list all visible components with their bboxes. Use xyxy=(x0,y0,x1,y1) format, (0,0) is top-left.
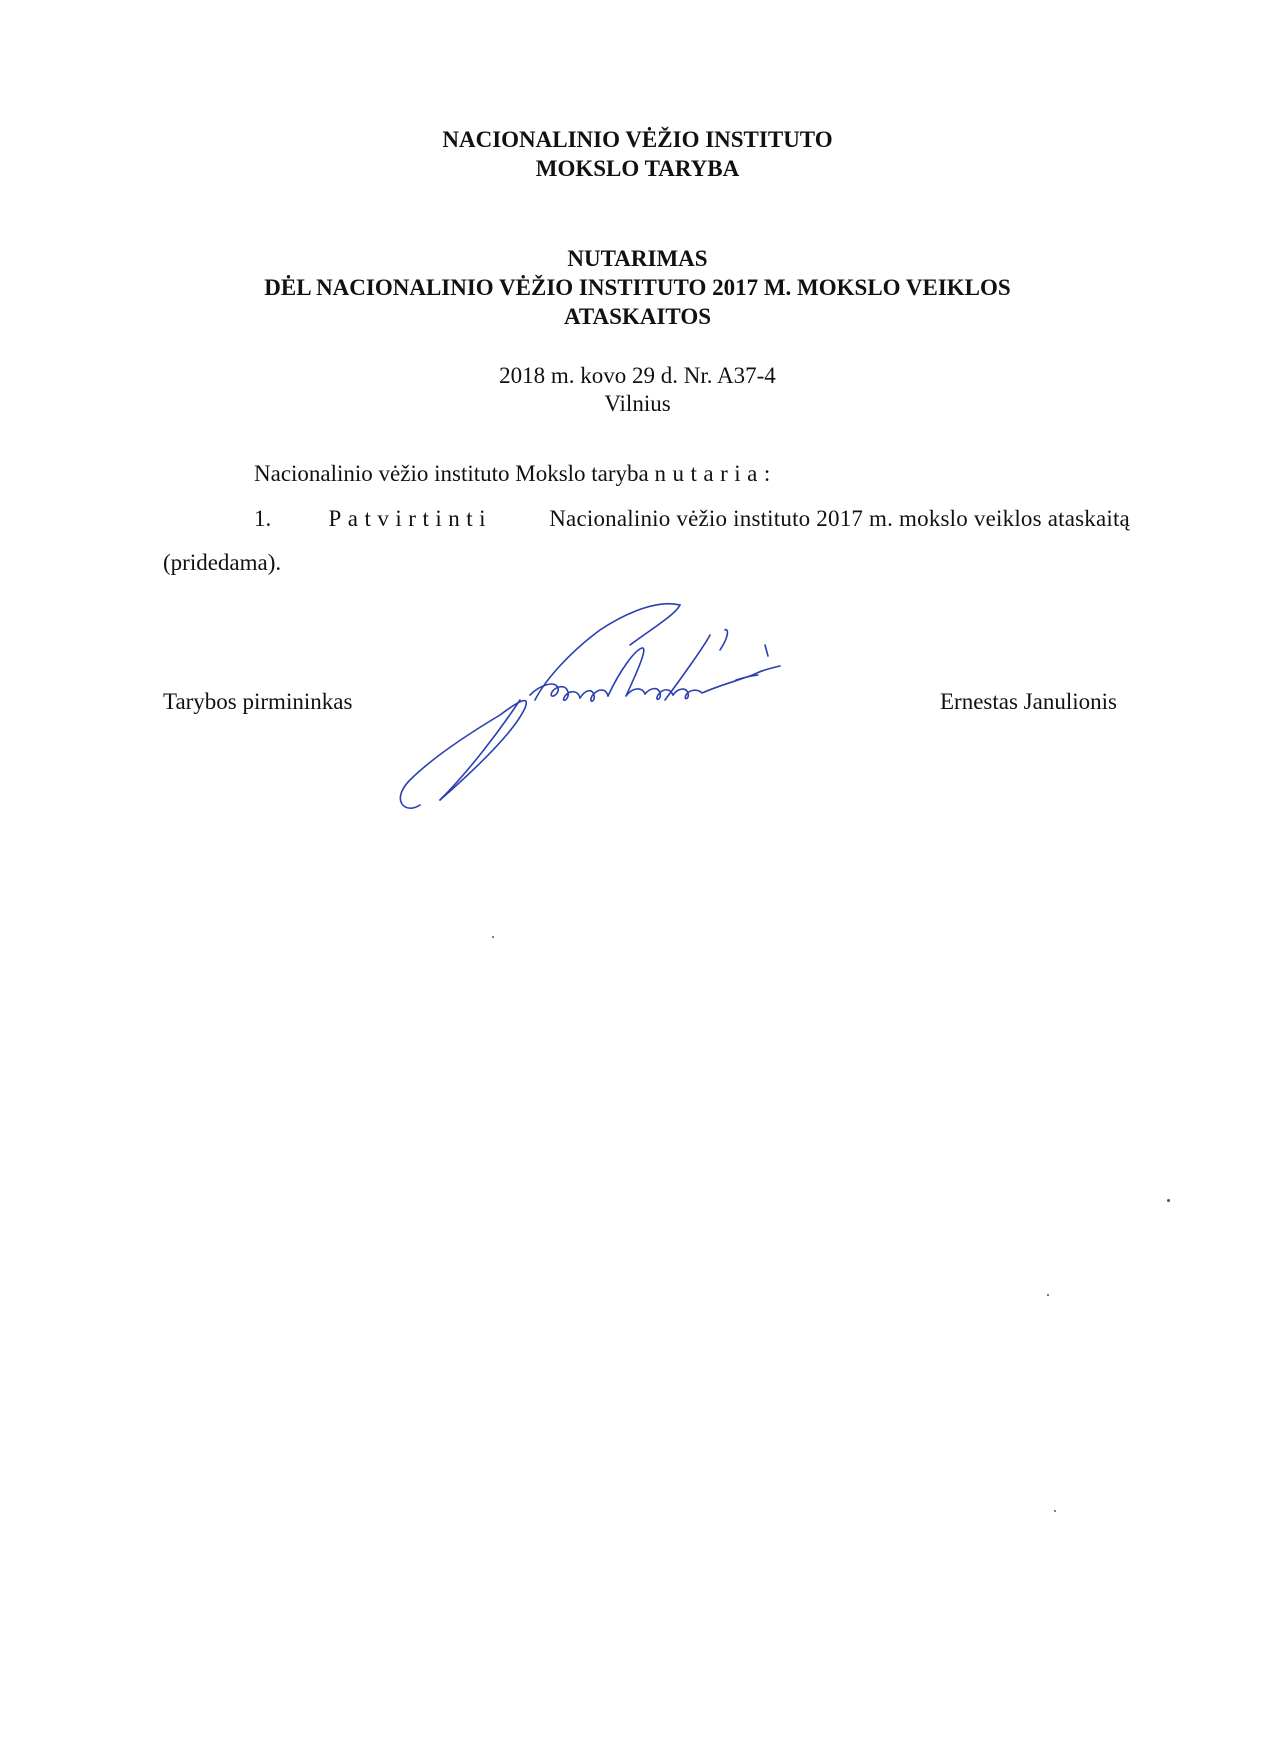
document-place: Vilnius xyxy=(604,391,671,416)
resolution-intro xyxy=(254,460,770,488)
document-subject-line1: DĖL NACIONALINIO VĖŽIO INSTITUTO 2017 M. MOKSLO VEIKLOS xyxy=(264,275,1011,300)
scan-speck xyxy=(1047,1294,1049,1296)
item-text: Nacionalinio vėžio instituto 2017 m. mokslo veiklos ataskaitą xyxy=(549,506,1130,531)
scan-speck xyxy=(1167,1199,1170,1202)
document-subject-line2: ATASKAITOS xyxy=(564,304,711,329)
scan-speck xyxy=(1054,1510,1056,1512)
council-name: MOKSLO TARYBA xyxy=(535,156,740,181)
intro-text: Nacionalinio vėžio instituto Mokslo taryba xyxy=(254,461,649,486)
item-spaced-verb: Patvirtinti xyxy=(328,506,492,531)
handwritten-signature xyxy=(380,600,820,825)
document-type: NUTARIMAS xyxy=(567,246,708,271)
intro-colon: : xyxy=(763,461,771,486)
intro-spaced-verb: nutaria xyxy=(654,461,764,486)
item-number: 1. xyxy=(254,506,272,531)
scan-speck xyxy=(492,936,494,938)
document-date-number: 2018 m. kovo 29 d. Nr. A37-4 xyxy=(499,363,776,388)
signatory-position: Tarybos pirmininkas xyxy=(163,689,353,714)
institution-name: NACIONALINIO VĖŽIO INSTITUTO xyxy=(442,127,833,152)
signatory-name: Ernestas Janulionis xyxy=(940,689,1117,714)
resolution-item-1-continuation: (pridedama). xyxy=(163,550,282,575)
resolution-item-1 xyxy=(254,505,1130,533)
